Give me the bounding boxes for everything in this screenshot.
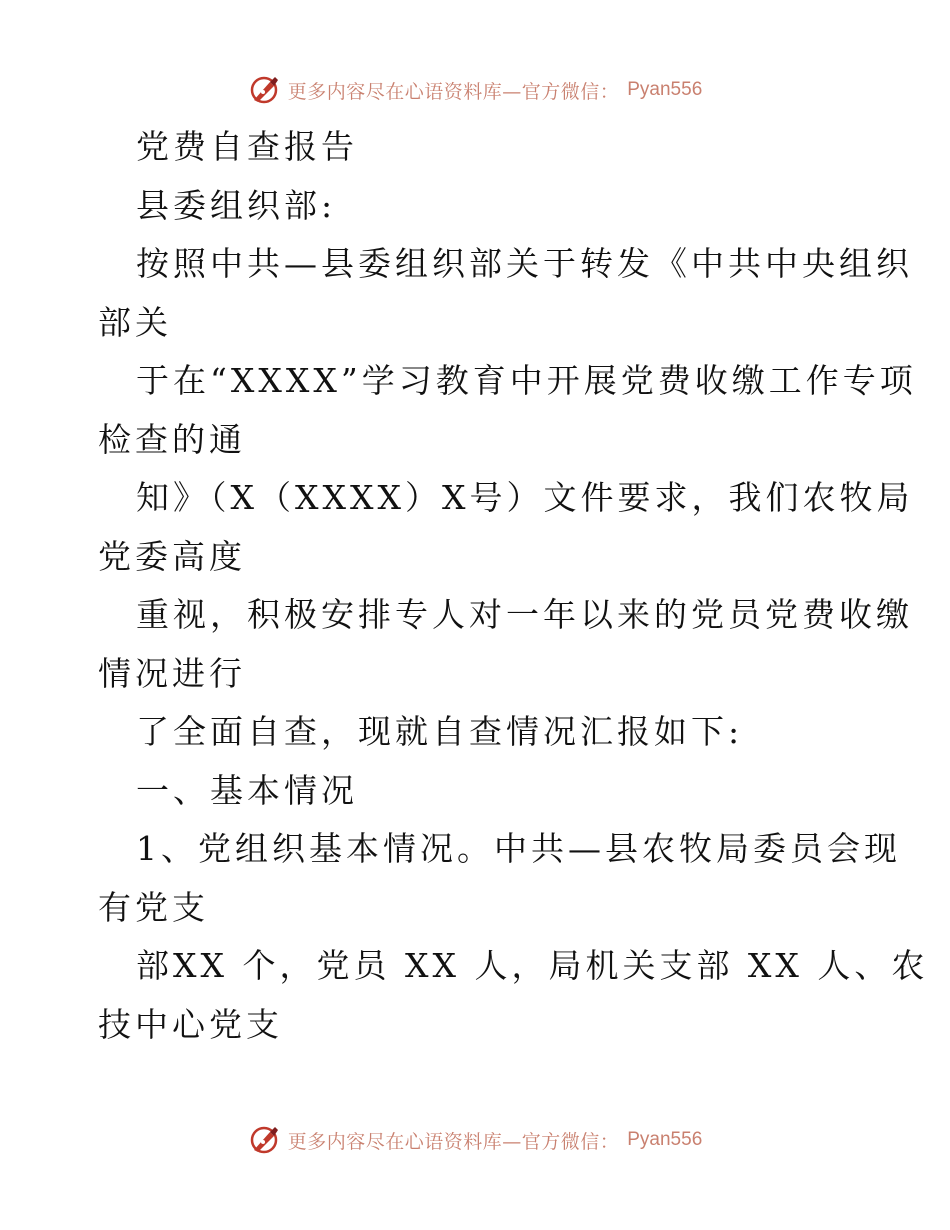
header-watermark [0, 70, 950, 110]
paragraph-line: 1、党组织基本情况。中共—县农牧局委员会现 [136, 829, 901, 868]
paragraph-line: 情况进行 [98, 653, 246, 693]
watermark-text: 更多内容尽在心语资料库—官方微信： [287, 80, 620, 103]
paragraph-line: 按照中共—县委组织部关于转发《中共中央组织 [136, 244, 913, 283]
watermark-contact: Pyan556 [627, 79, 703, 100]
paragraph-line: 部XX 个，党员 XX 人，局机关支部 XX 人、农 [136, 946, 929, 985]
watermark-contact: Pyan556 [627, 1129, 703, 1150]
paragraph-line: 有党支 [98, 887, 209, 927]
section-heading: 一、基本情况 [136, 770, 358, 810]
watermark-text: 更多内容尽在心语资料库—官方微信： [287, 1130, 620, 1153]
pen-nib-circle-icon [248, 74, 280, 106]
paragraph-line: 于在“XXXX”学习教育中开展党费收缴工作专项 [136, 361, 917, 400]
paragraph-line: 重视，积极安排专人对一年以来的党员党费收缴 [136, 595, 913, 634]
paragraph-line: 技中心党支 [98, 1004, 283, 1044]
pen-nib-circle-icon [248, 1124, 280, 1156]
document-title: 党费自查报告 [136, 127, 358, 166]
paragraph-line: 知》（X（XXXX）X号）文件要求，我们农牧局 [136, 478, 914, 517]
document-addressee: 县委组织部: [136, 185, 337, 225]
paragraph-line: 检查的通 [98, 419, 246, 459]
footer-watermark [0, 1120, 950, 1160]
paragraph-line: 了全面自查，现就自查情况汇报如下: [136, 712, 744, 751]
document-body [98, 118, 929, 1054]
paragraph-line: 党委高度 [98, 536, 246, 576]
paragraph-line: 部关 [98, 302, 172, 342]
